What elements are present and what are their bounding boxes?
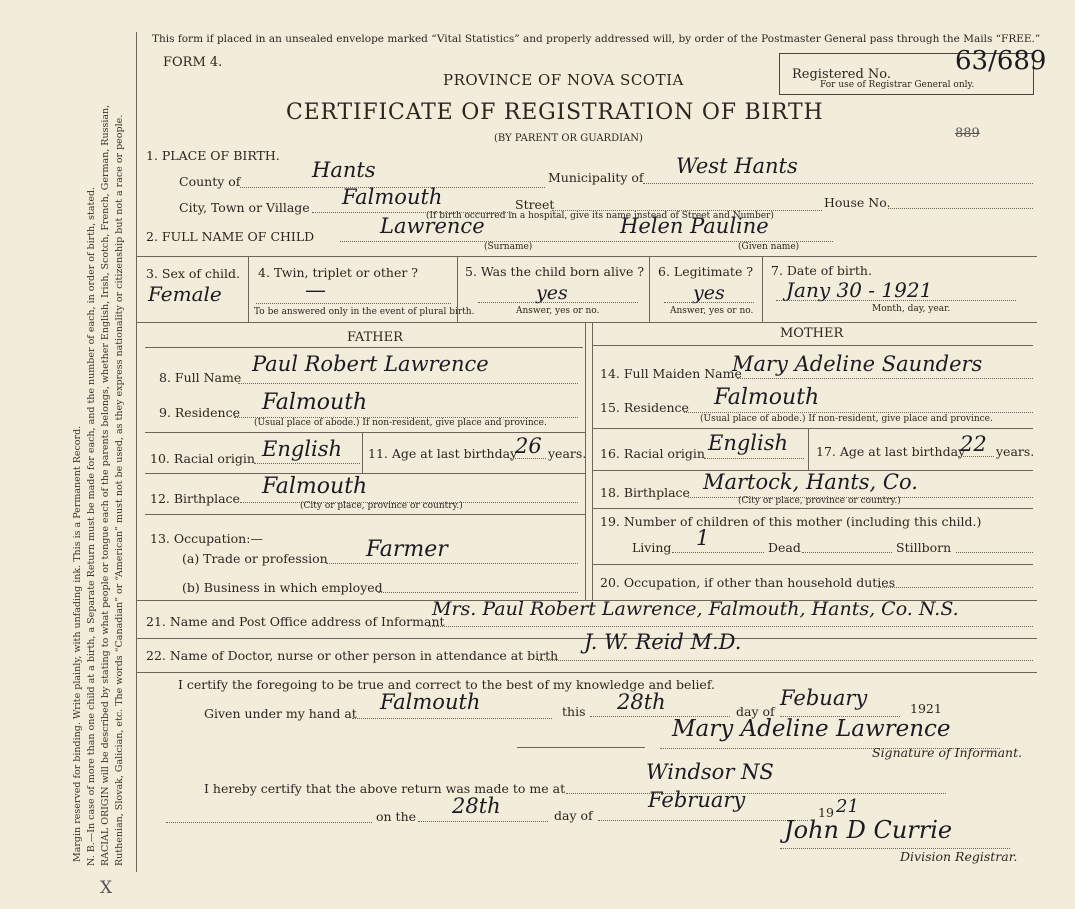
mother-heading: MOTHER <box>780 326 844 341</box>
dob-line <box>776 300 1016 301</box>
dead-line <box>802 552 892 553</box>
doctor-label: 22. Name of Doctor, nurse or other person in attendance at birth <box>146 648 559 663</box>
living-label: Living <box>632 540 672 555</box>
living-line <box>672 552 764 553</box>
father-row-rule-1 <box>145 432 585 433</box>
postal-notice: This form if placed in an unsealed envelope marked “Vital Statistics” and properly addressed will, by order of the Postmaster General pass through the Mails “FREE.” <box>152 33 1041 45</box>
alive-note: Answer, yes or no. <box>516 306 600 316</box>
blank-signature-rule <box>517 747 645 748</box>
mother-birthplace-value: Martock, Hants, Co. <box>703 470 918 494</box>
business-label: (b) Business in which employed <box>182 580 383 595</box>
mother-age-value: 22 <box>960 432 987 456</box>
given-under-label: Given under my hand at <box>204 706 357 721</box>
col-divider-3 <box>649 256 650 322</box>
father-residence-label: 9. Residence <box>159 405 240 420</box>
business-line <box>378 592 578 593</box>
mother-residence-label: 15. Residence <box>600 400 689 415</box>
father-row-rule-3 <box>145 514 585 515</box>
registrar-place-value: Windsor NS <box>646 760 774 784</box>
registered-number: 63/689 <box>955 46 1047 76</box>
certificate-subtitle: (BY PARENT OR GUARDIAN) <box>494 133 643 144</box>
informant-signature: Mary Adeline Lawrence <box>672 716 951 742</box>
father-name-value: Paul Robert Lawrence <box>252 352 489 376</box>
informant-certify-text: I certify the foregoing to be true and correct to the best of my knowledge and belief. <box>178 677 715 692</box>
registrar-lead-line <box>166 822 372 823</box>
father-name-line <box>238 383 578 384</box>
father-years-label: years. <box>548 446 587 461</box>
col-divider-4 <box>762 256 763 322</box>
mother-birthplace-label: 18. Birthplace <box>600 485 690 500</box>
given-day-of-label: day of <box>736 704 775 719</box>
father-racial-line <box>254 463 360 464</box>
alive-value: yes <box>536 282 568 304</box>
mother-racial-label: 16. Racial origin <box>600 446 705 461</box>
registered-note: For use of Registrar General only. <box>820 80 975 90</box>
doctor-rule <box>137 672 1037 673</box>
legit-line <box>664 302 754 303</box>
father-name-label: 8. Full Name <box>159 370 242 385</box>
legit-value: yes <box>693 282 725 304</box>
registrar-day-of-label: day of <box>554 808 593 823</box>
on-the-label: on the <box>376 809 417 824</box>
municipality-line <box>643 183 1033 184</box>
informant-signature-label: Signature of Informant. <box>872 745 1023 760</box>
occupation-label: 13. Occupation:— <box>150 531 263 546</box>
sex-label: 3. Sex of child. <box>146 266 241 281</box>
side-note-plural-birth: N. B.—In case of more than one child at a birth, a Separate Return must be made for each, and the number of each, in order of birth, stated. <box>86 186 97 866</box>
mother-heading-rule <box>593 345 1033 346</box>
trade-label: (a) Trade or profession <box>182 551 328 566</box>
mother-racial-line <box>704 458 804 459</box>
registrar-day-value: 28th <box>452 794 501 818</box>
mother-name-value: Mary Adeline Saunders <box>732 352 983 376</box>
mother-age-divider <box>808 428 809 470</box>
alive-label: 5. Was the child born alive ? <box>465 264 645 279</box>
county-label: County of <box>179 174 241 189</box>
house-label: House No. <box>824 195 891 210</box>
registrar-year-printed: 19 <box>818 805 834 820</box>
given-place-line <box>352 718 552 719</box>
col-divider-1 <box>248 256 249 322</box>
registrar-signature: John D Currie <box>784 816 953 844</box>
child-given-names: Helen Pauline <box>620 214 769 238</box>
row-top-rule <box>137 256 1037 257</box>
father-residence-value: Falmouth <box>262 390 368 415</box>
mother-row-rule-1 <box>593 428 1033 429</box>
street-label: Street <box>515 197 555 212</box>
mother-row-rule-3 <box>593 508 1033 509</box>
mother-residence-note: (Usual place of abode.) If non-resident, give place and province. <box>700 414 993 424</box>
registered-label: Registered No. <box>792 67 892 82</box>
twin-line <box>256 303 451 304</box>
sex-value: Female <box>148 282 222 306</box>
father-age-divider <box>362 432 363 473</box>
registrar-title: Division Registrar. <box>900 849 1018 864</box>
mother-occupation-label: 20. Occupation, if other than household duties <box>600 575 896 590</box>
dob-value: Jany 30 - 1921 <box>786 278 933 302</box>
side-note-racial-origin-1: RACIAL ORIGIN will be described by stating to what people or tongue each of the parents belongs, whether English, Irish, Scotch, French, German, Russian, <box>100 104 111 866</box>
struck-number: 889 <box>955 126 980 141</box>
mother-left-border <box>592 322 593 600</box>
mother-name-label: 14. Full Maiden Name <box>600 366 742 381</box>
margin-rule <box>136 32 137 872</box>
registrar-month-value: February <box>648 788 746 812</box>
father-birthplace-value: Falmouth <box>262 474 368 499</box>
given-year: 1921 <box>910 701 942 716</box>
municipality-label: Municipality of <box>548 170 644 185</box>
trade-value: Farmer <box>366 537 448 562</box>
child-surname: Lawrence <box>380 214 485 238</box>
mother-age-line <box>958 456 994 457</box>
given-place-value: Falmouth <box>380 690 481 714</box>
father-age-line <box>510 458 546 459</box>
city-value: Falmouth <box>342 185 443 209</box>
stillborn-label: Stillborn <box>896 540 952 555</box>
city-label: City, Town or Village <box>179 200 310 215</box>
county-value: Hants <box>312 158 376 182</box>
dead-label: Dead <box>768 540 801 555</box>
alive-line <box>478 302 638 303</box>
informant-line <box>428 626 1033 627</box>
living-value: 1 <box>696 526 710 550</box>
house-line <box>888 208 1033 209</box>
father-racial-label: 10. Racial origin <box>150 451 255 466</box>
dob-note: Month, day, year. <box>872 304 951 314</box>
side-note-margin: Margin reserved for binding. Write plainly, with unfading ink. This is a Permanent Record. <box>72 425 83 862</box>
twin-note: To be answered only in the event of plural birth. <box>254 307 475 317</box>
given-month-value: Febuary <box>780 686 868 710</box>
father-residence-note: (Usual place of abode.) If non-resident, give place and province. <box>254 418 547 428</box>
father-birthplace-label: 12. Birthplace <box>150 491 240 506</box>
registrar-place-line <box>566 793 946 794</box>
registrar-certify-text: I hereby certify that the above return was made to me at <box>204 781 566 796</box>
registrar-day-line <box>418 821 548 822</box>
form-number: FORM 4. <box>163 55 223 70</box>
father-birthplace-note: (City or place, province or country.) <box>300 501 463 511</box>
father-heading-rule <box>145 347 583 348</box>
twin-value: — <box>305 278 326 302</box>
mother-birthplace-note: (City or place, province or country.) <box>738 496 901 506</box>
mother-racial-value: English <box>708 431 789 455</box>
mother-age-label: 17. Age at last birthday <box>816 444 966 459</box>
mother-residence-line <box>684 412 1033 413</box>
doctor-value: J. W. Reid M.D. <box>584 630 742 654</box>
municipality-value: West Hants <box>676 154 798 178</box>
given-day-value: 28th <box>617 690 666 714</box>
twin-label: 4. Twin, triplet or other ? <box>258 265 418 280</box>
children-count-label: 19. Number of children of this mother (including this child.) <box>600 514 982 529</box>
informant-label: 21. Name and Post Office address of Informant <box>146 614 445 629</box>
given-note: (Given name) <box>738 242 800 252</box>
margin-x-mark: X <box>100 878 113 898</box>
province-heading: PROVINCE OF NOVA SCOTIA <box>443 71 684 89</box>
this-label: this <box>562 704 586 719</box>
legit-label: 6. Legitimate ? <box>658 264 754 279</box>
mother-years-label: years. <box>996 444 1035 459</box>
father-heading: FATHER <box>347 330 403 345</box>
mother-row-rule-4 <box>593 564 1033 565</box>
certificate-title: CERTIFICATE OF REGISTRATION OF BIRTH <box>286 100 824 125</box>
informant-value: Mrs. Paul Robert Lawrence, Falmouth, Hants, Co. N.S. <box>432 598 959 620</box>
doctor-line <box>538 660 1033 661</box>
hospital-note: (If birth occurred in a hospital, give its name instead of Street and Number) <box>426 211 774 221</box>
dob-label: 7. Date of birth. <box>771 263 872 278</box>
registrar-year-written: 21 <box>836 796 859 817</box>
place-of-birth-heading: 1. PLACE OF BIRTH. <box>146 148 280 163</box>
row-bottom-rule <box>137 322 1037 323</box>
father-age-value: 26 <box>515 434 542 458</box>
surname-note: (Surname) <box>484 242 533 252</box>
legit-note: Answer, yes or no. <box>670 306 754 316</box>
registrar-month-line <box>598 820 808 821</box>
father-age-label: 11. Age at last birthday <box>368 446 518 461</box>
side-note-racial-origin-2: Ruthenian, Slovak, Galician, etc. The words “Canadian” or “American” must not be used, as they express nationality or citizenship but not a race or people. <box>114 114 125 866</box>
mother-occupation-line <box>878 587 1033 588</box>
mother-name-line <box>737 378 1033 379</box>
child-name-label: 2. FULL NAME OF CHILD <box>146 229 315 244</box>
father-right-border <box>585 322 586 600</box>
trade-line <box>326 563 578 564</box>
mother-residence-value: Falmouth <box>714 385 820 410</box>
father-racial-value: English <box>262 437 343 461</box>
stillborn-line <box>956 552 1033 553</box>
